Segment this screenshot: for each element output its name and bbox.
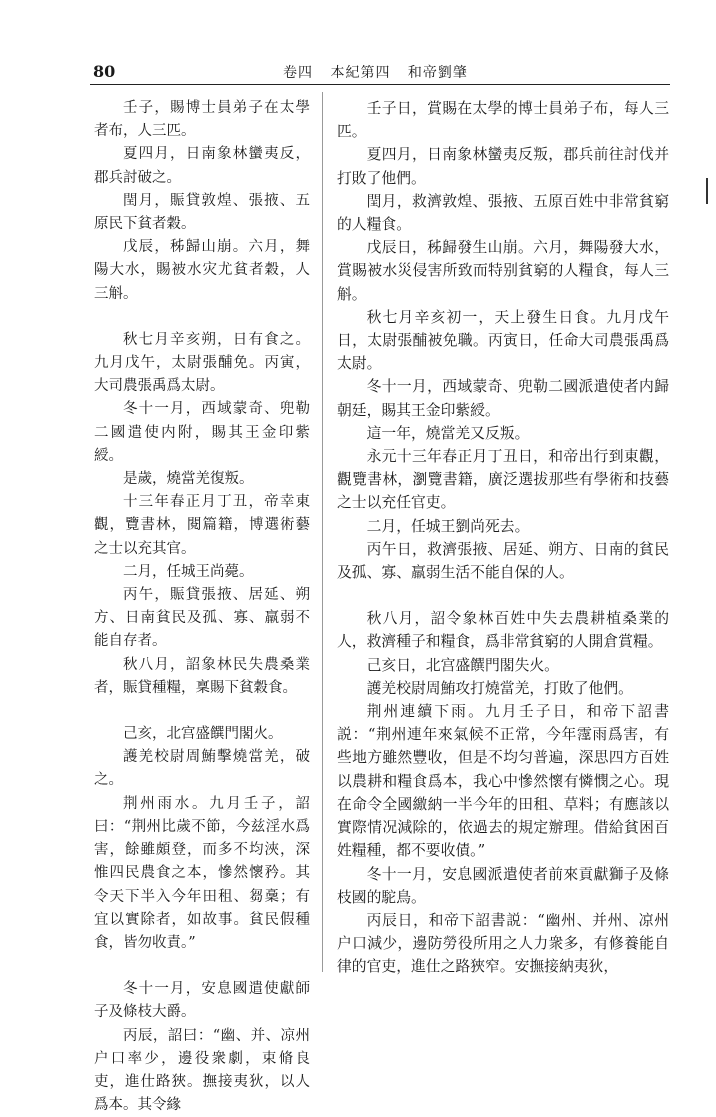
- translation-paragraph: 己亥日，北宫盛饌門閣失火。: [366, 656, 559, 674]
- classical-paragraph: 二月，任城王尚薨。: [123, 563, 254, 580]
- page-number: 80: [93, 62, 116, 81]
- translation-paragraph: 這一年，燒當羌又反叛。: [366, 424, 530, 442]
- classical-paragraph: 護羌校尉周鮪擊燒當羌，破之。: [94, 749, 310, 789]
- translation-paragraph: 冬十一月，西域蒙奇、兜勒二國派遣使者内歸朝廷，賜其王金印紫綬。: [337, 378, 669, 419]
- translation-paragraph: 荆州連續下雨。九月壬子日，和帝下詔書説：“荆州連年來氣候不正常，今年霪雨爲害，有些地方雖然豐收，但是不均匀普遍，深思四方百姓以農耕和糧食爲本，我心中慘然懷有憐憫之心。現在命令全國繳納一半今年的田租、草料；有應該以實際情况減除的，依過去的規定辦理。借給貧困百姓糧種，都不要收債。”: [337, 703, 669, 860]
- classical-paragraph: 十三年春正月丁丑，帝幸東觀，覽書林，閱篇籍，博選術藝之士以充其官。: [94, 494, 310, 557]
- translation-paragraph: 閏月，救濟敦煌、張掖、五原百姓中非常貧窮的人糧食。: [337, 192, 669, 234]
- translation-paragraph: 戊辰日，秭歸發生山崩。六月，舞陽發大水，賞賜被水災侵害所致而特别貧窮的人糧食，每人三斛。: [337, 239, 669, 303]
- chapter-label: 本紀第四: [330, 65, 391, 81]
- translation-paragraph: 夏四月，日南象林蠻夷反叛，郡兵前往討伐并打敗了他們。: [337, 146, 669, 187]
- translation-paragraph: 秋八月，詔令象林百姓中失去農耕植桑業的人，救濟種子和糧食，爲非常貧窮的人開倉賞糧。: [337, 610, 669, 651]
- translation-paragraph: 秋七月辛亥初一，天上發生日食。九月戊午日，太尉張酺被免職。丙寅日，任命大司農張禹爲太尉。: [337, 308, 669, 373]
- translation-paragraph: 護羌校尉周鮪攻打燒當羌，打敗了他們。: [366, 679, 633, 697]
- classical-text-column: [94, 97, 310, 1117]
- classical-paragraph: 秋七月辛亥朔，日有食之。九月戊午，太尉張酺免。丙寅，大司農張禹爲太尉。: [94, 331, 310, 395]
- classical-paragraph: 秋八月，詔象林民失農桑業者，賑貸種糧，稟賜下貧穀食。: [94, 656, 310, 696]
- classical-paragraph: 冬十一月，安息國遣使獻師子及條枝大爵。: [94, 981, 310, 1021]
- volume-label: 卷四: [283, 65, 313, 81]
- page-header: [0, 0, 716, 90]
- classical-paragraph: 夏四月，日南象林蠻夷反，郡兵討破之。: [94, 146, 310, 186]
- classical-paragraph: 己亥，北宫盛饌門閣火。: [123, 726, 283, 743]
- classical-paragraph: 壬子，賜博士員弟子在太學者布，人三匹。: [94, 100, 310, 140]
- classical-paragraph: 冬十一月，西域蒙奇、兜勒二國遣使内附，賜其王金印紫綬。: [94, 401, 310, 464]
- classical-paragraph: 丙午，賑貸張掖、居延、朔方、日南貧民及孤、寡、羸弱不能自存者。: [94, 587, 310, 650]
- translation-paragraph: 永元十三年春正月丁丑日，和帝出行到東觀，觀覽書林，瀏覽書籍，廣泛選拔那些有學術和技藝之士以充任官吏。: [337, 448, 669, 512]
- translation-paragraph: 二月，任城王劉尚死去。: [366, 517, 530, 535]
- translation-paragraph: 壬子日，賞賜在太學的博士員弟子布，每人三匹。: [337, 100, 669, 141]
- running-title: [283, 62, 480, 82]
- classical-paragraph: 戊辰，秭歸山崩。六月，舞陽大水，賜被水灾尤貧者穀，人三斛。: [94, 239, 310, 302]
- translation-paragraph: 冬十一月，安息國派遣使者前來貢獻獅子及條枝國的駝鳥。: [337, 865, 669, 906]
- classical-paragraph: 是歲，燒當羌復叛。: [123, 471, 254, 488]
- classical-paragraph: 丙辰，詔曰：“幽、并、凉州户口率少，邊役衆劇，束脩良吏，進仕路狹。撫接夷狄，以人爲本。其令緣: [94, 1027, 310, 1114]
- column-divider: [322, 92, 323, 972]
- translation-column: [337, 97, 669, 979]
- classical-paragraph: 荆州雨水。九月壬子，詔曰：“荆州比歲不節，今兹淫水爲害，餘雖頗登，而多不均浹，深惟四民農食之本，慘然懷矜。其令天下半入今年田租、芻稾；有宜以實除者，如故事。貧民假種食，皆勿收責。”: [94, 795, 310, 951]
- classical-paragraph: 閏月，賑貸敦煌、張掖、五原民下貧者穀。: [94, 192, 310, 233]
- translation-paragraph: 丙辰日，和帝下詔書説：“幽州、并州、凉州户口減少，邊防勞役所用之人力衆多，有修養能自律的官吏，進仕之路狹窄。安撫接納夷狄，: [337, 911, 669, 976]
- margin-mark: [706, 178, 708, 204]
- translation-paragraph: 丙午日，救濟張掖、居延、朔方、日南的貧民及孤、寡、羸弱生活不能自保的人。: [337, 540, 669, 582]
- emperor-label: 和帝劉肇: [407, 65, 468, 81]
- header-rule: [90, 84, 670, 85]
